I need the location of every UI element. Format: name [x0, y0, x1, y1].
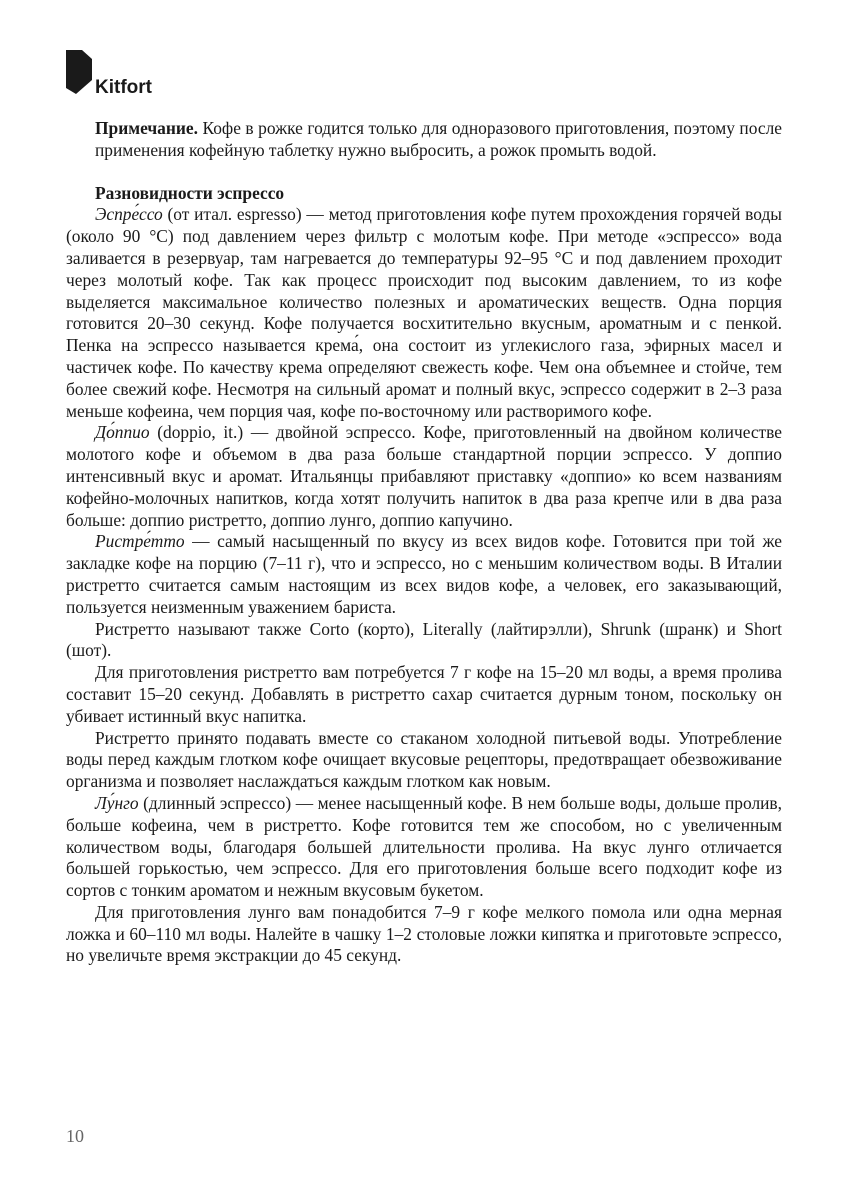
paragraph-text: — самый насыщенный по вкусу из всех видов кофе. Готовится при той же закладке кофе на порцию (7–11 г), что и эспрессо, но с меньшим количеством воды. В Италии ристретто считается самым настоящим из всех видов кофе, а человек, его заказывающий, пользуется неизменным уважением бариста. [66, 531, 782, 617]
paragraph-ristretto-preparation [66, 662, 782, 727]
paragraph-ristretto [66, 531, 782, 618]
note-text: Кофе в рожке годится только для одноразового приготовления, поэтому после применения кофейную таблетку нужно выбросить, а рожок промыть водой. [95, 118, 782, 160]
brand-name: Kitfort [95, 77, 152, 98]
paragraph-lungo-preparation [66, 902, 782, 967]
term-lungo: Лу́нго [95, 792, 139, 813]
paragraph-text: Ристретто называют также Corto (корто), Literally (лайтирэлли), Shrunk (шранк) и Short (шот). [66, 618, 782, 661]
paragraph-text: (doppio, it.) — двойной эспрессо. Кофе, приготовленный на двойном количестве молотого кофе и объемом в два раза больше стандартной порции эспрессо. У доппио интенсивный вкус и аромат. Итальянцы прибавляют приставку «доппио» ко всем названиям кофейно-молочных напитков, когда хотят получить напиток в два раза крепче или в два раза больше: доппио ристретто, доппио лунго, доппио капучино. [66, 422, 782, 530]
paragraph-text: Ристретто принято подавать вместе со стаканом холодной питьевой воды. Употребление воды перед каждым глотком кофе очищает вкусовые рецепторы, предотвращает обезвоживание организма и позволяет наслаждаться каждым глотком как новым. [66, 727, 782, 792]
note-label: Примечание. [95, 118, 198, 138]
term-espresso: Эспре́ссо [95, 204, 163, 225]
paragraph-lungo [66, 793, 782, 902]
paragraph-doppio [66, 422, 782, 531]
paragraph-text: (от итал. espresso) — метод приготовления кофе путем прохождения горячей воды (около 90 °С) под давлением через фильтр с молотым кофе. При методе «эспрессо» вода заливается в резервуар, там нагревается до температуры 92–95 °С и под давлением проходит через молотый кофе. Так как процесс происходит под высоким давлением, то из кофе выделяется максимальное количество полезных и ароматических веществ. Одна порция готовится 20–30 секунд. Кофе получается восхитительно вкусным, ароматным и с пенкой. Пенка на эспрессо называется крема́, она состоит из углекислого газа, эфирных масел и частичек кофе. По качеству крема определяют свежесть кофе. Чем она объемнее и стойче, тем более свежий кофе. Несмотря на сильный аромат и полный вкус, эспрессо содержит в 2–3 раза меньше кофеина, чем порция чая, кофе по-восточному или растворимого кофе. [66, 204, 782, 421]
note-paragraph [66, 118, 782, 162]
page-number: 10 [66, 1126, 84, 1146]
page-content [66, 118, 782, 967]
brand-logo [66, 50, 206, 100]
paragraph-ristretto-names [66, 619, 782, 663]
paragraph-text: Для приготовления лунго вам понадобится 7–9 г кофе мелкого помола или одна мерная ложка и 60–110 мл воды. Налейте в чашку 1–2 столовые ложки кипятка и приготовьте эспрессо, но увеличьте время экстракции до 45 секунд. [66, 901, 782, 966]
paragraph-espresso [66, 204, 782, 422]
section-title: Разновидности эспрессо [95, 182, 285, 203]
kitfort-logo-icon [66, 50, 92, 94]
paragraph-text: (длинный эспрессо) — менее насыщенный кофе. В нем больше воды, дольше пролив, больше кофеина, чем в ристретто. Кофе готовится тем же способом, но с увеличенным количеством воды, благодаря большей длительности пролива. На вкус лунго отличается большей горькостью, чем эспрессо. Для его приготовления больше всего подходит кофе из сортов с тонким ароматом и нежным вкусовым букетом. [66, 792, 782, 901]
term-doppio: До́ппио [95, 422, 150, 443]
paragraph-text: Для приготовления ристретто вам потребуется 7 г кофе на 15–20 мл воды, а время пролива составит 15–20 секунд. Добавлять в ристретто сахар считается дурным тоном, поскольку он убивает истинный вкус напитка. [66, 662, 782, 726]
paragraph-ristretto-serving [66, 728, 782, 793]
term-ristretto: Ристре́тто [95, 531, 185, 552]
